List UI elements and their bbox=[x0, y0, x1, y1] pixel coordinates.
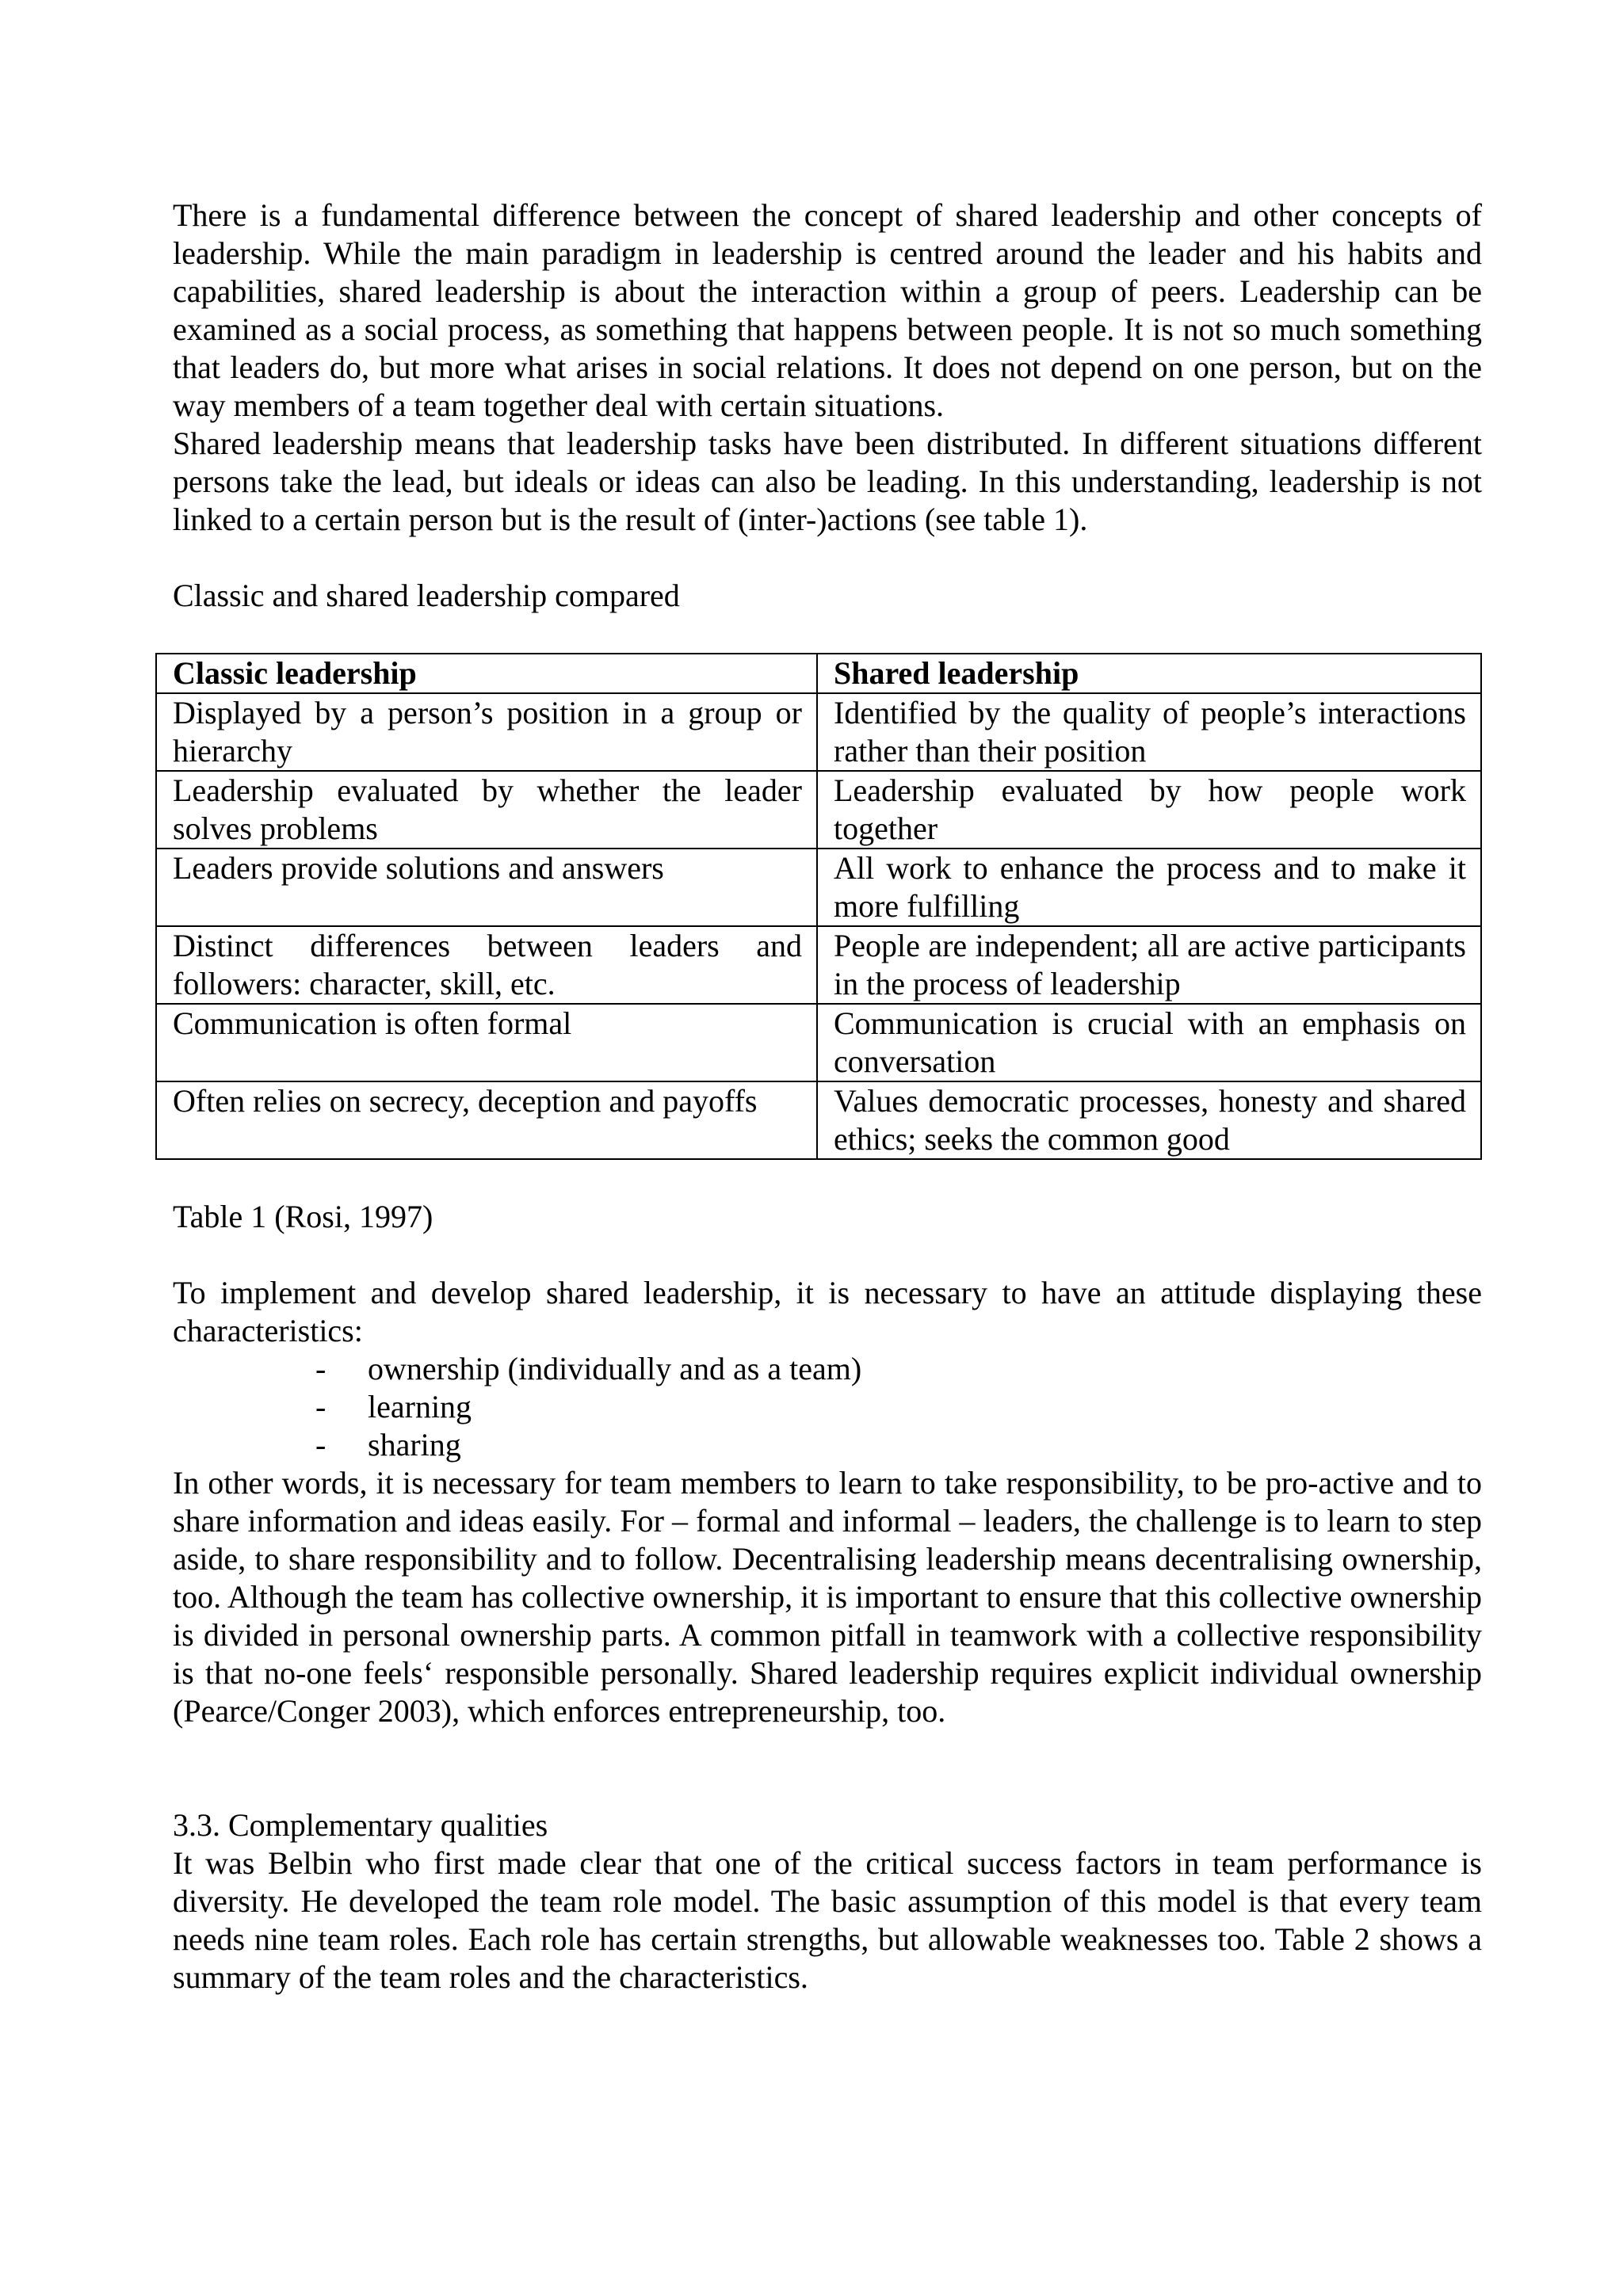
table-cell: Values democratic processes, honesty and shared ethics; seeks the common good bbox=[817, 1081, 1481, 1159]
table-cell: Leadership evaluated by whether the leader solves problems bbox=[156, 771, 817, 849]
table-cell: Communication is often formal bbox=[156, 1004, 817, 1081]
table-row bbox=[156, 1004, 1481, 1081]
table-cell: All work to enhance the process and to make it more fulfilling bbox=[817, 849, 1481, 926]
list-item: - ownership (individually and as a team) bbox=[315, 1350, 1482, 1388]
list-item: - learning bbox=[315, 1388, 1482, 1426]
paragraph-belbin: It was Belbin who first made clear that one of the critical success factors in team performance is diversity. He developed the team role model. The basic assumption of this model is that every team needs nine team roles. Each role has certain strengths, but allowable weaknesses too. Table 2 shows a summary of the team roles and the characteristics. bbox=[173, 1845, 1482, 1995]
characteristics-list bbox=[173, 1350, 1482, 1464]
table-header-row bbox=[156, 654, 1481, 693]
table-row bbox=[156, 1081, 1481, 1159]
table-cell: Often relies on secrecy, deception and payoffs bbox=[156, 1081, 817, 1159]
table-cell: Leadership evaluated by how people work together bbox=[817, 771, 1481, 849]
table-row bbox=[156, 849, 1481, 926]
paragraph-ownership: In other words, it is necessary for team members to learn to take responsibility, to be pro-active and to share information and ideas easily. For – formal and informal – leaders, the challenge is to learn to step aside, to share responsibility and to follow. Decentralising leadership means decentralising ownership, too. Although the team has collective ownership, it is important to ensure that this collective ownership is divided in personal ownership parts. A common pitfall in teamwork with a collective responsibility is that no-one feels‘ responsible personally. Shared leadership requires explicit individual ownership (Pearce/Conger 2003), which enforces entrepreneurship, too. bbox=[173, 1465, 1482, 1729]
table-cell: Communication is crucial with an emphasis on conversation bbox=[817, 1004, 1481, 1081]
header-shared: Shared leadership bbox=[817, 654, 1481, 693]
table-cell: Leaders provide solutions and answers bbox=[156, 849, 817, 926]
table-row bbox=[156, 771, 1481, 849]
paragraph-distribution: Shared leadership means that leadership tasks have been distributed. In different situations different persons take the lead, but ideals or ideas can also be leading. In this understanding, leadership is not linked to a certain person but is the result of (inter-)actions (see table 1). bbox=[173, 425, 1482, 537]
table-cell: Displayed by a person’s position in a group or hierarchy bbox=[156, 693, 817, 771]
table-cell: People are independent; all are active participants in the process of leadership bbox=[817, 926, 1481, 1004]
table-title: Classic and shared leadership compared bbox=[173, 578, 680, 613]
table-caption: Table 1 (Rosi, 1997) bbox=[173, 1199, 433, 1234]
header-classic: Classic leadership bbox=[156, 654, 817, 693]
list-item: - sharing bbox=[315, 1426, 1482, 1464]
table-row bbox=[156, 693, 1481, 771]
table-cell: Identified by the quality of people’s interactions rather than their position bbox=[817, 693, 1481, 771]
section-heading: 3.3. Complementary qualities bbox=[173, 1807, 548, 1843]
document-page bbox=[173, 196, 1482, 1997]
comparison-table bbox=[155, 653, 1482, 1160]
paragraph-characteristics: To implement and develop shared leadership, it is necessary to have an attitude displaying these characteristics: bbox=[173, 1275, 1482, 1348]
table-row bbox=[156, 926, 1481, 1004]
paragraph-intro: There is a fundamental difference between the concept of shared leadership and other concepts of leadership. While the main paradigm in leadership is centred around the leader and his habits and capabilities, shared leadership is about the interaction within a group of peers. Leadership can be examined as a social process, as something that happens between people. It is not so much something that leaders do, but more what arises in social relations. It does not depend on one person, but on the way members of a team together deal with certain situations. bbox=[173, 197, 1482, 423]
table-cell: Distinct differences between leaders and followers: character, skill, etc. bbox=[156, 926, 817, 1004]
